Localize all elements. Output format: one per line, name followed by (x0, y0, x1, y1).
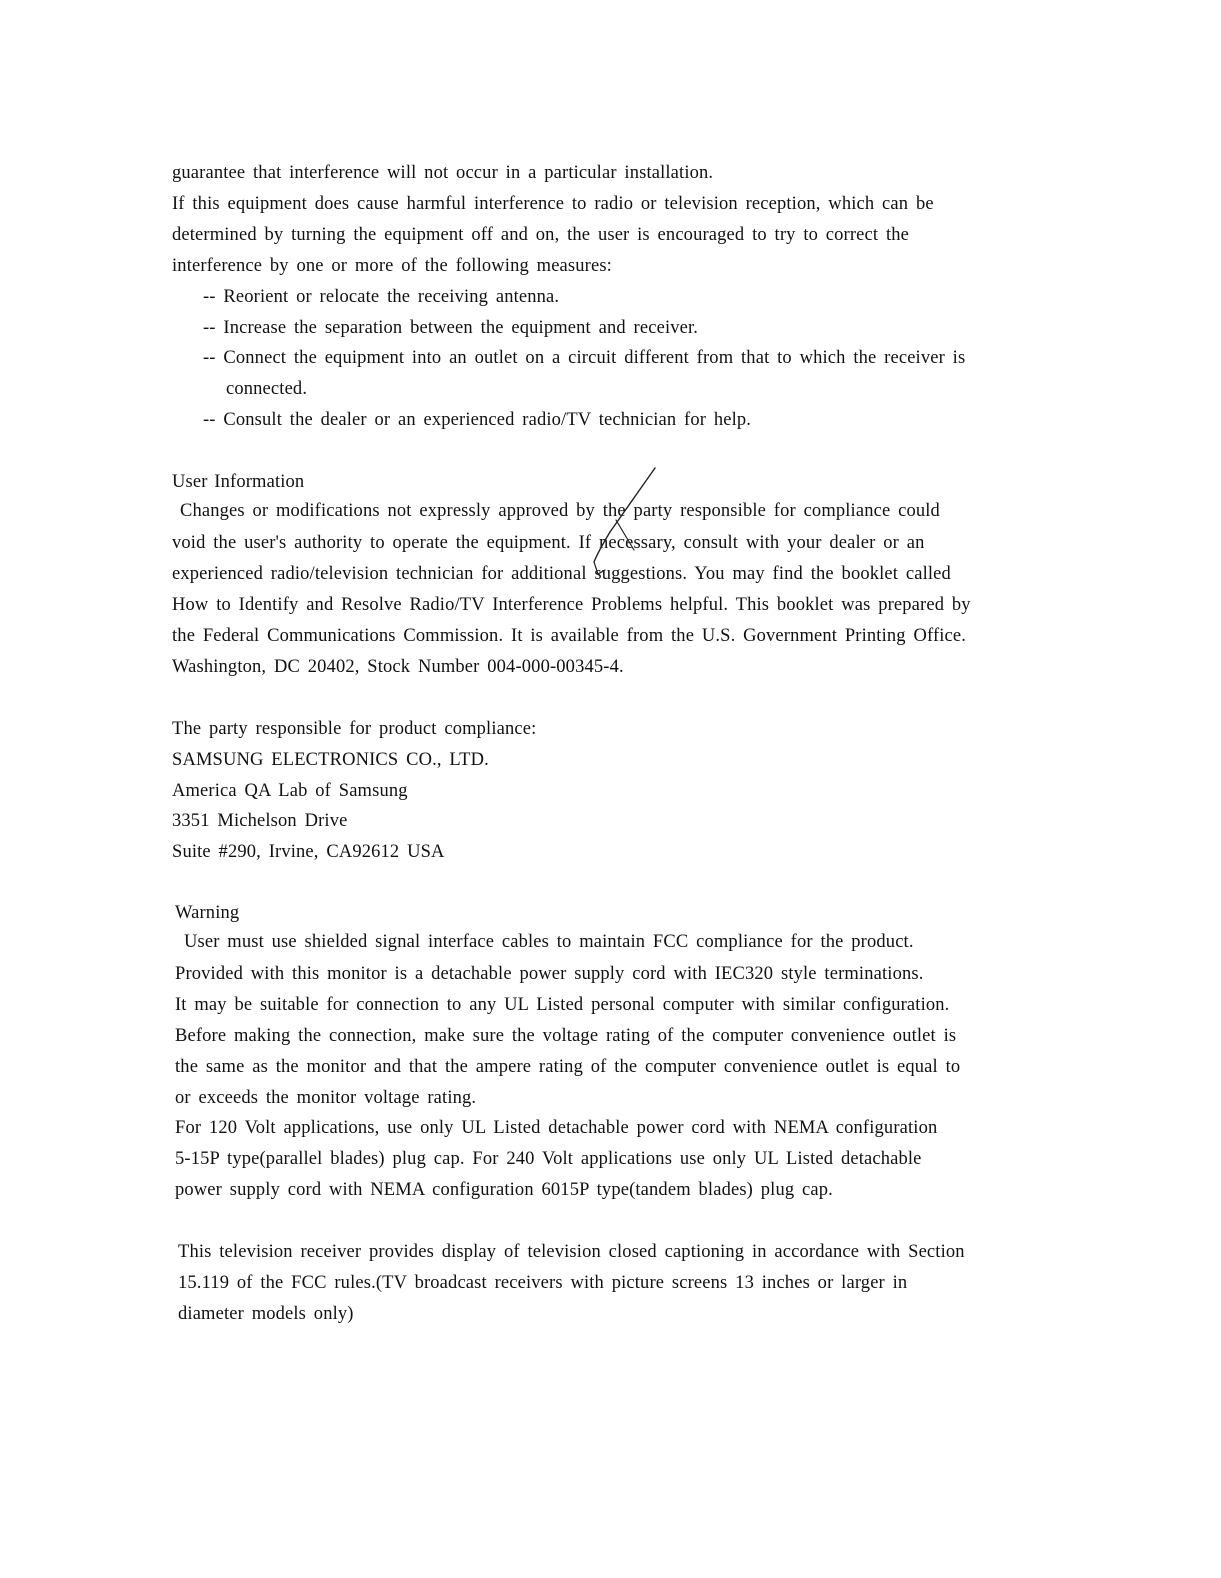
interference-line-1: guarantee that interference will not occur in a particular installation. (172, 163, 714, 183)
user-information-line-1: Changes or modifications not expressly approved by the party responsible for compliance could (180, 501, 940, 521)
interference-line-2: If this equipment does cause harmful interference to radio or television reception, which can be (172, 194, 934, 214)
warning-line-4: Before making the connection, make sure the voltage rating of the computer convenience outlet is (175, 1026, 957, 1046)
warning-line-8: 5-15P type(parallel blades) plug cap. For 240 Volt applications use only UL Listed detachable (175, 1149, 922, 1169)
interference-line-4: interference by one or more of the following measures: (172, 256, 612, 276)
closed-captioning-line-1: This television receiver provides display of television closed captioning in accordance with Section (178, 1242, 965, 1262)
warning-line-9: power supply cord with NEMA configuration 6015P type(tandem blades) plug cap. (175, 1180, 833, 1200)
measure-item-3-continued: connected. (226, 379, 308, 399)
user-information-heading: User Information (172, 472, 305, 492)
warning-line-2: Provided with this monitor is a detachable power supply cord with IEC320 style terminations. (175, 964, 924, 984)
user-information-line-5: the Federal Communications Commission. It is available from the U.S. Government Printing Office. (172, 626, 967, 646)
responsible-party-line-2: SAMSUNG ELECTRONICS CO., LTD. (172, 750, 489, 770)
warning-heading: Warning (175, 903, 240, 923)
measure-item-2: -- Increase the separation between the equipment and receiver. (203, 318, 699, 338)
warning-line-3: It may be suitable for connection to any UL Listed personal computer with similar configuration. (175, 995, 950, 1015)
handwritten-edit-mark-icon (560, 466, 670, 586)
warning-line-1: User must use shielded signal interface cables to maintain FCC compliance for the product. (184, 932, 914, 952)
measure-item-3: -- Connect the equipment into an outlet on a circuit different from that to which the receiver is (203, 348, 966, 368)
warning-line-7: For 120 Volt applications, use only UL Listed detachable power cord with NEMA configuration (175, 1118, 938, 1138)
user-information-line-3: experienced radio/television technician for additional suggestions. You may find the booklet called (172, 564, 951, 584)
measure-item-1: -- Reorient or relocate the receiving antenna. (203, 287, 560, 307)
responsible-party-line-1: The party responsible for product compliance: (172, 719, 537, 739)
warning-line-6: or exceeds the monitor voltage rating. (175, 1088, 477, 1108)
closed-captioning-line-2: 15.119 of the FCC rules.(TV broadcast receivers with picture screens 13 inches or larger in (178, 1273, 908, 1293)
closed-captioning-line-3: diameter models only) (178, 1304, 354, 1324)
measure-item-4: -- Consult the dealer or an experienced radio/TV technician for help. (203, 410, 752, 430)
responsible-party-line-4: 3351 Michelson Drive (172, 811, 348, 831)
user-information-line-4: How to Identify and Resolve Radio/TV Interference Problems helpful. This booklet was prepared by (172, 595, 971, 615)
warning-line-5: the same as the monitor and that the ampere rating of the computer convenience outlet is equal to (175, 1057, 961, 1077)
responsible-party-line-5: Suite #290, Irvine, CA92612 USA (172, 842, 445, 862)
user-information-line-6: Washington, DC 20402, Stock Number 004-000-00345-4. (172, 657, 624, 677)
responsible-party-line-3: America QA Lab of Samsung (172, 781, 408, 801)
user-information-line-2: void the user's authority to operate the equipment. If necessary, consult with your dealer or an (172, 533, 925, 553)
interference-line-3: determined by turning the equipment off and on, the user is encouraged to try to correct the (172, 225, 910, 245)
